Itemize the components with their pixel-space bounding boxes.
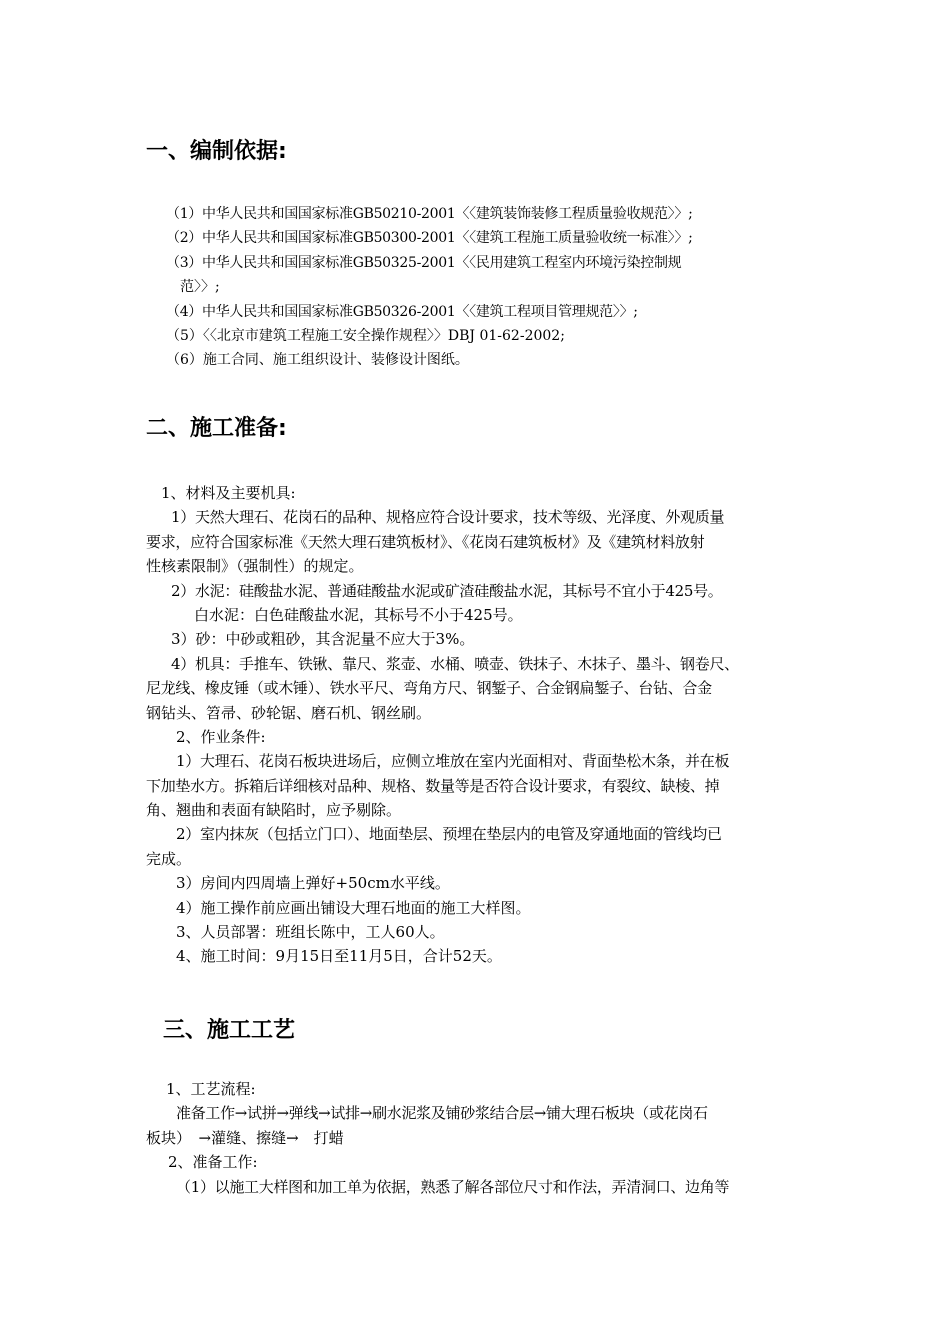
paragraph-line: 白水泥：白色硅酸盐水泥，其标号不小于425号。 [194, 605, 523, 624]
paragraph-line: 角、翘曲和表面有缺陷时，应予剔除。 [146, 801, 402, 820]
section-1-heading: 一、编制依据: [146, 139, 287, 164]
reference-item-3-continued: 范〉〉; [180, 279, 220, 296]
references-list [166, 203, 816, 374]
paragraph-line: 3）房间内四周墙上弹好+50cm水平线。 [176, 874, 450, 893]
subheading-conditions: 2、作业条件: [176, 727, 266, 746]
reference-item-5: （5）〈〈北京市建筑工程施工安全操作规程〉〉DBJ 01-62-2002; [166, 327, 565, 344]
subheading-materials: 1、材料及主要机具: [161, 484, 296, 502]
reference-item-6: （6）施工合同、施工组织设计、装修设计图纸。 [166, 352, 469, 369]
reference-item-4: （4）中华人民共和国国家标准GB50326-2001〈〈建筑工程项目管理规范〉〉; [166, 303, 638, 320]
subheading-staffing: 3、人员部署：班组长陈中，工人60人。 [176, 923, 445, 942]
reference-item-1: （1）中华人民共和国国家标准GB50210-2001〈〈建筑装饰装修工程质量验收规范〉〉; [166, 206, 693, 222]
paragraph-line: 4）施工操作前应画出铺设大理石地面的施工大样图。 [176, 898, 531, 917]
paragraph-line: （1）以施工大样图和加工单为依据，熟悉了解各部位尺寸和作法，弄清洞口、边角等 [176, 1177, 730, 1196]
paragraph-line: 钢钻头、笤帚、砂轮锯、磨石机、钢丝刷。 [146, 703, 432, 722]
paragraph-line: 要求，应符合国家标准《天然大理石建筑板材》、《花岗石建筑板材》及《建筑材料放射 [146, 532, 705, 551]
paragraph-line: 尼龙线、橡皮锤（或木锤）、铁水平尺、弯角方尺、钢錾子、合金钢扁錾子、台钻、合金 [146, 679, 712, 698]
paragraph-line: 性核素限制》（强制性）的规定。 [146, 557, 364, 576]
reference-item-3: （3）中华人民共和国国家标准GB50325-2001〈〈民用建筑工程室内环境污染控制规 [166, 254, 682, 271]
paragraph-line: 2）水泥：硅酸盐水泥、普通硅酸盐水泥或矿渣硅酸盐水泥，其标号不宜小于425号。 [171, 581, 723, 600]
paragraph-line: 4）机具：手推车、铁锹、靠尺、浆壶、水桶、喷壶、铁抹子、木抹子、墨斗、钢卷尺、 [171, 654, 739, 673]
paragraph-line: 完成。 [146, 849, 192, 868]
section-3-heading: 三、施工工艺 [163, 1018, 296, 1043]
paragraph-line: 2）室内抹灰（包括立门口）、地面垫层、预埋在垫层内的电管及穿通地面的管线均已 [176, 825, 722, 844]
subheading-schedule: 4、施工时间：9月15日至11月5日，合计52天。 [176, 947, 502, 966]
subheading-preparation: 2、准备工作: [168, 1153, 258, 1172]
paragraph-line: 板块） →灌缝、擦缝→ 打蜡 [146, 1128, 344, 1147]
paragraph-line: 下加垫水方。拆箱后详细核对品种、规格、数量等是否符合设计要求，有裂纹、缺棱、掉 [146, 776, 720, 795]
section-3-body [146, 1077, 811, 1199]
subheading-process-flow: 1、工艺流程: [166, 1080, 256, 1098]
paragraph-line: 1）大理石、花岗石板块进场后，应侧立堆放在室内光面相对、背面垫松木条，并在板 [176, 752, 730, 771]
paragraph-line: 3）砂：中砂或粗砂，其含泥量不应大于3%。 [171, 630, 475, 649]
reference-item-2: （2）中华人民共和国国家标准GB50300-2001〈〈建筑工程施工质量验收统一标准〉〉; [166, 230, 693, 247]
paragraph-line: 准备工作→试拼→弹线→试排→刷水泥浆及铺砂浆结合层→铺大理石板块（或花岗石 [176, 1104, 708, 1123]
section-2-heading: 二、施工准备: [146, 416, 287, 441]
section-2-body [146, 481, 811, 969]
paragraph-line: 1）天然大理石、花岗石的品种、规格应符合设计要求，技术等级、光泽度、外观质量 [171, 508, 725, 527]
